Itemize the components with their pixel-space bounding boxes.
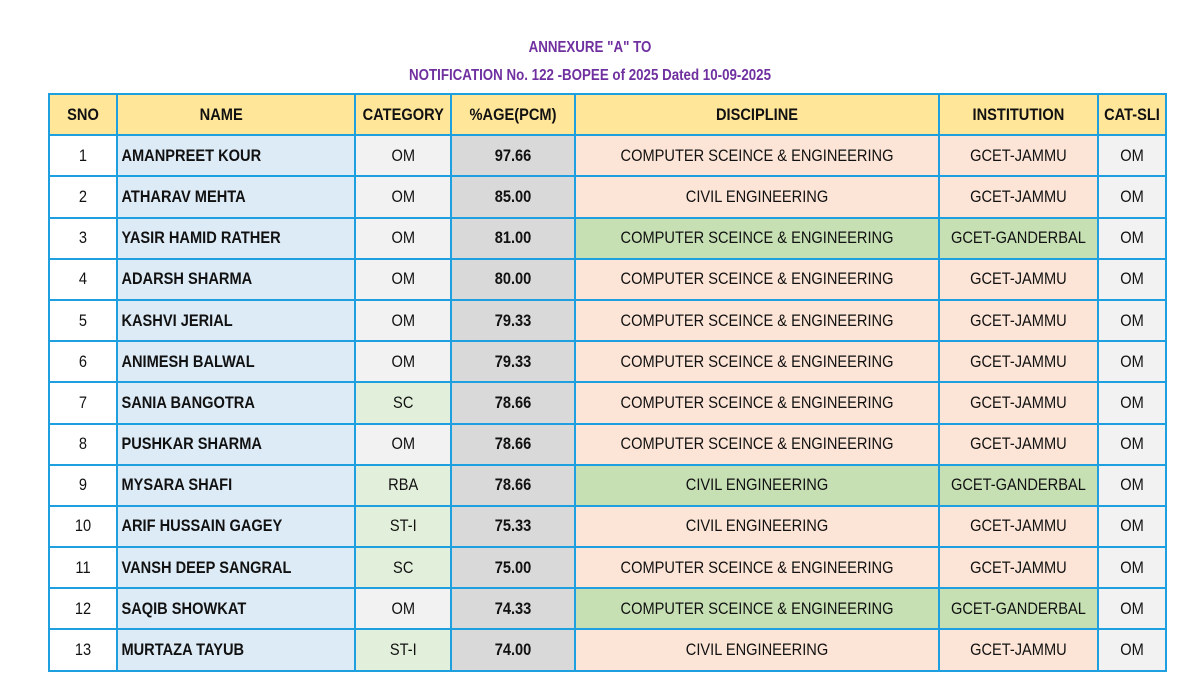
discipline-cell: COMPUTER SCEINCE & ENGINEERING bbox=[575, 300, 939, 341]
name-cell: ATHARAV MEHTA bbox=[117, 176, 355, 217]
name-cell: AMANPREET KOUR bbox=[117, 135, 355, 176]
col-header-sno: SNO bbox=[49, 94, 117, 135]
discipline-cell: COMPUTER SCEINCE & ENGINEERING bbox=[575, 259, 939, 300]
institution-cell: GCET-GANDERBAL bbox=[939, 588, 1098, 629]
name-cell: MYSARA SHAFI bbox=[117, 465, 355, 506]
percentage-cell: 79.33 bbox=[451, 341, 575, 382]
percentage-cell: 85.00 bbox=[451, 176, 575, 217]
cat-sli-cell: OM bbox=[1098, 259, 1166, 300]
category-cell: OM bbox=[355, 341, 451, 382]
name-cell: ADARSH SHARMA bbox=[117, 259, 355, 300]
percentage-cell: 74.00 bbox=[451, 629, 575, 670]
table-row bbox=[49, 135, 1166, 176]
merit-table bbox=[48, 93, 1167, 672]
institution-cell: GCET-JAMMU bbox=[939, 259, 1098, 300]
cat-sli-cell: OM bbox=[1098, 506, 1166, 547]
category-cell: OM bbox=[355, 300, 451, 341]
category-cell: OM bbox=[355, 135, 451, 176]
name-cell: SAQIB SHOWKAT bbox=[117, 588, 355, 629]
col-header-cat-sli: CAT-SLI bbox=[1098, 94, 1166, 135]
category-cell: OM bbox=[355, 424, 451, 465]
sno-cell: 11 bbox=[49, 547, 117, 588]
percentage-cell: 80.00 bbox=[451, 259, 575, 300]
cat-sli-cell: OM bbox=[1098, 629, 1166, 670]
percentage-cell: 78.66 bbox=[451, 382, 575, 423]
table-row bbox=[49, 176, 1166, 217]
cat-sli-cell: OM bbox=[1098, 424, 1166, 465]
discipline-cell: CIVIL ENGINEERING bbox=[575, 629, 939, 670]
cat-sli-cell: OM bbox=[1098, 465, 1166, 506]
table-row bbox=[49, 259, 1166, 300]
table-row bbox=[49, 218, 1166, 259]
sno-cell: 9 bbox=[49, 465, 117, 506]
table-row bbox=[49, 588, 1166, 629]
percentage-cell: 75.00 bbox=[451, 547, 575, 588]
percentage-cell: 75.33 bbox=[451, 506, 575, 547]
sno-cell: 6 bbox=[49, 341, 117, 382]
category-cell: OM bbox=[355, 176, 451, 217]
sno-cell: 2 bbox=[49, 176, 117, 217]
category-cell: OM bbox=[355, 218, 451, 259]
discipline-cell: COMPUTER SCEINCE & ENGINEERING bbox=[575, 588, 939, 629]
table-row bbox=[49, 547, 1166, 588]
table-row bbox=[49, 629, 1166, 670]
percentage-cell: 78.66 bbox=[451, 424, 575, 465]
name-cell: ANIMESH BALWAL bbox=[117, 341, 355, 382]
cat-sli-cell: OM bbox=[1098, 382, 1166, 423]
cat-sli-cell: OM bbox=[1098, 588, 1166, 629]
sno-cell: 8 bbox=[49, 424, 117, 465]
category-cell: OM bbox=[355, 259, 451, 300]
category-cell: ST-I bbox=[355, 506, 451, 547]
institution-cell: GCET-JAMMU bbox=[939, 341, 1098, 382]
name-cell: VANSH DEEP SANGRAL bbox=[117, 547, 355, 588]
table-row bbox=[49, 341, 1166, 382]
header-row bbox=[49, 94, 1166, 135]
institution-cell: GCET-JAMMU bbox=[939, 382, 1098, 423]
percentage-cell: 74.33 bbox=[451, 588, 575, 629]
cat-sli-cell: OM bbox=[1098, 218, 1166, 259]
institution-cell: GCET-GANDERBAL bbox=[939, 465, 1098, 506]
institution-cell: GCET-JAMMU bbox=[939, 176, 1098, 217]
cat-sli-cell: OM bbox=[1098, 176, 1166, 217]
category-cell: RBA bbox=[355, 465, 451, 506]
table-row bbox=[49, 382, 1166, 423]
discipline-cell: CIVIL ENGINEERING bbox=[575, 506, 939, 547]
col-header-percentage: %AGE(PCM) bbox=[451, 94, 575, 135]
document-header bbox=[83, 34, 1098, 90]
percentage-cell: 81.00 bbox=[451, 218, 575, 259]
col-header-category: CATEGORY bbox=[355, 94, 451, 135]
institution-cell: GCET-GANDERBAL bbox=[939, 218, 1098, 259]
discipline-cell: CIVIL ENGINEERING bbox=[575, 176, 939, 217]
discipline-cell: COMPUTER SCEINCE & ENGINEERING bbox=[575, 547, 939, 588]
institution-cell: GCET-JAMMU bbox=[939, 629, 1098, 670]
table-row bbox=[49, 300, 1166, 341]
institution-cell: GCET-JAMMU bbox=[939, 300, 1098, 341]
col-header-discipline: DISCIPLINE bbox=[575, 94, 939, 135]
cat-sli-cell: OM bbox=[1098, 300, 1166, 341]
sno-cell: 7 bbox=[49, 382, 117, 423]
discipline-cell: COMPUTER SCEINCE & ENGINEERING bbox=[575, 218, 939, 259]
category-cell: OM bbox=[355, 588, 451, 629]
percentage-cell: 97.66 bbox=[451, 135, 575, 176]
category-cell: SC bbox=[355, 547, 451, 588]
col-header-name: NAME bbox=[117, 94, 355, 135]
sno-cell: 4 bbox=[49, 259, 117, 300]
institution-cell: GCET-JAMMU bbox=[939, 135, 1098, 176]
name-cell: PUSHKAR SHARMA bbox=[117, 424, 355, 465]
discipline-cell: CIVIL ENGINEERING bbox=[575, 465, 939, 506]
percentage-cell: 78.66 bbox=[451, 465, 575, 506]
cat-sli-cell: OM bbox=[1098, 341, 1166, 382]
col-header-institution: INSTITUTION bbox=[939, 94, 1098, 135]
name-cell: KASHVI JERIAL bbox=[117, 300, 355, 341]
institution-cell: GCET-JAMMU bbox=[939, 547, 1098, 588]
discipline-cell: COMPUTER SCEINCE & ENGINEERING bbox=[575, 382, 939, 423]
sno-cell: 13 bbox=[49, 629, 117, 670]
table-row bbox=[49, 465, 1166, 506]
name-cell: MURTAZA TAYUB bbox=[117, 629, 355, 670]
cat-sli-cell: OM bbox=[1098, 135, 1166, 176]
name-cell: YASIR HAMID RATHER bbox=[117, 218, 355, 259]
sno-cell: 10 bbox=[49, 506, 117, 547]
name-cell: ARIF HUSSAIN GAGEY bbox=[117, 506, 355, 547]
category-cell: ST-I bbox=[355, 629, 451, 670]
table-row bbox=[49, 506, 1166, 547]
cat-sli-cell: OM bbox=[1098, 547, 1166, 588]
discipline-cell: COMPUTER SCEINCE & ENGINEERING bbox=[575, 135, 939, 176]
discipline-cell: COMPUTER SCEINCE & ENGINEERING bbox=[575, 424, 939, 465]
sno-cell: 3 bbox=[49, 218, 117, 259]
table-body bbox=[49, 135, 1166, 670]
institution-cell: GCET-JAMMU bbox=[939, 424, 1098, 465]
sno-cell: 1 bbox=[49, 135, 117, 176]
discipline-cell: COMPUTER SCEINCE & ENGINEERING bbox=[575, 341, 939, 382]
category-cell: SC bbox=[355, 382, 451, 423]
table-row bbox=[49, 424, 1166, 465]
name-cell: SANIA BANGOTRA bbox=[117, 382, 355, 423]
annexure-title: ANNEXURE "A" TO bbox=[528, 39, 652, 56]
notification-title: NOTIFICATION No. 122 -BOPEE of 2025 Dated 10-09-2025 bbox=[408, 67, 771, 84]
sno-cell: 5 bbox=[49, 300, 117, 341]
institution-cell: GCET-JAMMU bbox=[939, 506, 1098, 547]
percentage-cell: 79.33 bbox=[451, 300, 575, 341]
sno-cell: 12 bbox=[49, 588, 117, 629]
